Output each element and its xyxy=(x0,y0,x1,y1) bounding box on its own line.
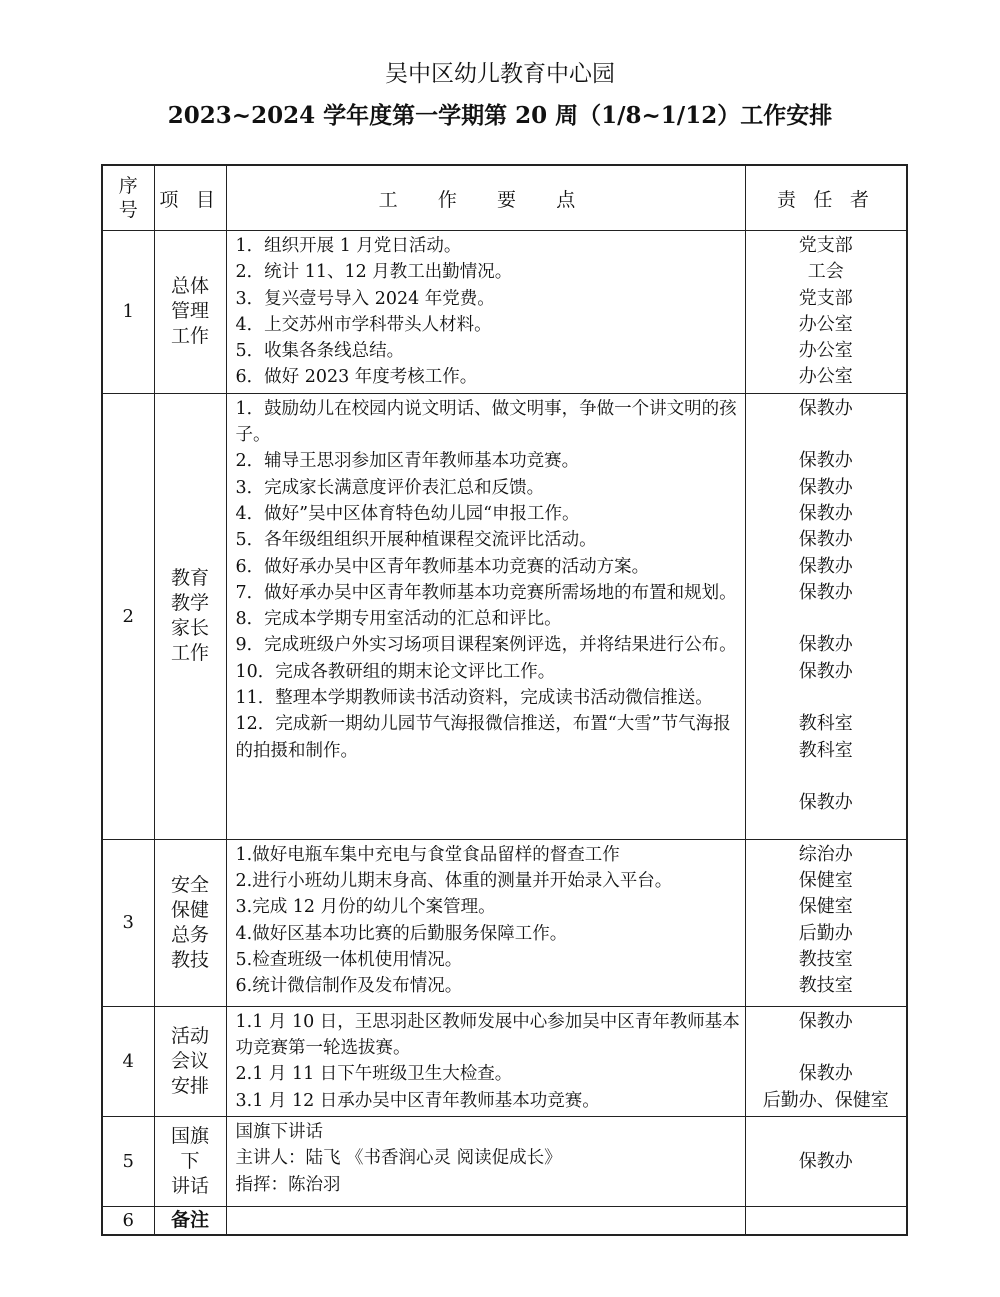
schedule-table xyxy=(101,164,908,1236)
row-points xyxy=(226,393,745,839)
owner-item: 保教办 xyxy=(798,792,853,814)
category-line: 教技 xyxy=(170,948,209,971)
point-item: 主讲人：陆飞 《书香润心灵 阅读促成长》 xyxy=(235,1148,562,1169)
row-seq: 5 xyxy=(102,1116,154,1206)
point-item: 1．鼓励幼儿在校园内说文明话、做文明事，争做一个讲文明的孩子。 xyxy=(235,398,737,446)
row-owners xyxy=(745,1206,907,1235)
point-item: 1．组织开展 1 月党日活动。 xyxy=(235,236,462,256)
owner-item: 保教办 xyxy=(798,581,853,603)
point-item: 3．复兴壹号导入 2024 年党费。 xyxy=(235,288,495,309)
owner-item: 教科室 xyxy=(798,739,853,761)
point-item: 2.进行小班幼儿期末身高、体重的测量并开始录入平台。 xyxy=(235,871,673,892)
row-owners xyxy=(745,1006,907,1116)
category-line: 教育 xyxy=(170,567,209,590)
owner-item: 保健室 xyxy=(798,896,853,918)
header-points: 工 作 要 点 xyxy=(226,165,745,231)
row-category xyxy=(154,1116,226,1206)
table-row xyxy=(102,1206,907,1235)
point-item: 12．完成新一期幼儿园节气海报微信推送，布置“大雪”节气海报的拍摄和制作。 xyxy=(235,714,731,761)
category-line: 备注 xyxy=(170,1209,209,1232)
point-item: 3.1 月 12 日承办吴中区青年教师基本功竞赛。 xyxy=(235,1090,600,1111)
point-item: 5．各年级组组织开展种植课程交流评比活动。 xyxy=(235,530,597,551)
owner-item: 保教办 xyxy=(798,476,853,498)
owner-item: 保教办 xyxy=(798,634,853,656)
point-item: 国旗下讲话 xyxy=(235,1121,323,1142)
owner-item: 办公室 xyxy=(798,340,853,362)
owner-item: 办公室 xyxy=(798,366,853,388)
category-line: 活动 xyxy=(170,1024,209,1047)
owner-item: 保健室 xyxy=(798,870,853,892)
point-item: 6.统计微信制作及发布情况。 xyxy=(235,976,463,997)
owner-item: 保教办 xyxy=(798,1063,853,1085)
header-owner: 责 任 者 xyxy=(745,165,907,231)
point-item: 2．统计 11、12 月教工出勤情况。 xyxy=(235,262,513,283)
owner-item: 教科室 xyxy=(798,713,853,735)
row-owners xyxy=(745,1116,907,1206)
header-seq-char-1: 序 xyxy=(118,175,138,197)
owner-item: 后勤办 xyxy=(798,922,853,944)
category-line: 下 xyxy=(180,1149,200,1172)
point-item: 3.完成 12 月份的幼儿个案管理。 xyxy=(235,897,496,918)
owner-item: 党支部 xyxy=(798,235,853,256)
category-line: 教学 xyxy=(170,592,209,615)
row-seq: 1 xyxy=(102,231,154,394)
point-item: 9．完成班级户外实习场项目课程案例评选，并将结果进行公布。 xyxy=(235,635,737,656)
owner-item: 保教办 xyxy=(798,1151,853,1173)
row-category xyxy=(154,1206,226,1235)
category-line: 工作 xyxy=(170,642,209,665)
row-category xyxy=(154,231,226,394)
point-item: 4.做好区基本功比赛的后勤服务保障工作。 xyxy=(235,923,568,944)
owner-item: 保教办 xyxy=(798,450,853,472)
owner-item: 教技室 xyxy=(798,948,853,970)
owner-item: 教技室 xyxy=(798,975,853,997)
category-line: 总体 xyxy=(170,275,209,298)
owner-item: 办公室 xyxy=(798,313,853,335)
category-line: 总务 xyxy=(170,923,209,946)
row-owners xyxy=(745,839,907,1006)
point-item: 3．完成家长满意度评价表汇总和反馈。 xyxy=(235,477,545,498)
owner-item: 工会 xyxy=(807,261,844,283)
point-item: 1.1 月 10 日，王思羽赴区教师发展中心参加吴中区青年教师基本功竞赛第一轮选拔赛。 xyxy=(235,1011,740,1059)
point-item: 5.检查班级一体机使用情况。 xyxy=(235,949,463,970)
row-seq: 6 xyxy=(102,1206,154,1235)
point-item: 2.1 月 11 日下午班级卫生大检查。 xyxy=(235,1064,513,1085)
category-line: 会议 xyxy=(170,1049,209,1072)
row-seq: 2 xyxy=(102,393,154,839)
point-item: 7．做好承办吴中区青年教师基本功竞赛所需场地的布置和规划。 xyxy=(235,582,737,603)
header-seq-char-2: 号 xyxy=(118,199,138,221)
table-header-row xyxy=(102,165,907,231)
point-item: 6．做好 2023 年度考核工作。 xyxy=(235,367,478,388)
category-line: 工作 xyxy=(170,325,209,348)
table-row xyxy=(102,1006,907,1116)
owner-item: 后勤办、保健室 xyxy=(762,1089,889,1111)
category-line: 家长 xyxy=(170,617,209,640)
row-seq: 3 xyxy=(102,839,154,1006)
row-owners xyxy=(745,393,907,839)
table-row xyxy=(102,839,907,1006)
table-row xyxy=(102,393,907,839)
row-points xyxy=(226,231,745,394)
point-item: 2．辅导王思羽参加区青年教师基本功竞赛。 xyxy=(235,451,580,472)
row-category xyxy=(154,1006,226,1116)
category-line: 安全 xyxy=(170,873,209,896)
owner-item: 保教办 xyxy=(798,397,853,419)
document-subtitle: 2023~2024 学年度第一学期第 20 周（1/8~1/12）工作安排 xyxy=(167,102,833,129)
row-category xyxy=(154,839,226,1006)
table-row xyxy=(102,231,907,394)
category-line: 国旗 xyxy=(170,1124,209,1147)
owner-spacer xyxy=(746,764,907,790)
row-points xyxy=(226,1006,745,1116)
point-item: 4．做好”吴中区体育特色幼儿园“申报工作。 xyxy=(235,503,580,524)
header-item: 项 目 xyxy=(154,165,226,231)
row-owners xyxy=(745,231,907,394)
owner-item: 保教办 xyxy=(798,502,853,524)
row-seq: 4 xyxy=(102,1006,154,1116)
owner-item: 保教办 xyxy=(798,660,853,682)
row-category xyxy=(154,393,226,839)
owner-item: 党支部 xyxy=(798,287,853,309)
row-points xyxy=(226,1206,745,1235)
category-line: 安排 xyxy=(170,1074,209,1097)
point-item: 10．完成各教研组的期末论文评比工作。 xyxy=(235,661,556,682)
row-points xyxy=(226,839,745,1006)
table-row xyxy=(102,1116,907,1206)
point-item: 11．整理本学期教师读书活动资料，完成读书活动微信推送。 xyxy=(235,688,713,709)
header-seq xyxy=(102,165,154,231)
point-item: 6．做好承办吴中区青年教师基本功竞赛的活动方案。 xyxy=(235,556,650,577)
owner-item: 综治办 xyxy=(798,843,853,865)
point-item: 5．收集各条线总结。 xyxy=(235,341,405,362)
category-line: 管理 xyxy=(170,300,209,323)
owner-item: 保教办 xyxy=(798,555,853,577)
point-item: 4．上交苏州市学科带头人材料。 xyxy=(235,314,492,335)
owner-item: 保教办 xyxy=(798,1010,853,1032)
point-item: 8．完成本学期专用室活动的汇总和评比。 xyxy=(235,609,562,630)
category-line: 讲话 xyxy=(170,1174,209,1197)
point-item: 指挥：陈治羽 xyxy=(235,1174,341,1195)
row-points xyxy=(226,1116,745,1206)
document-title: 吴中区幼儿教育中心园 xyxy=(385,61,615,87)
owner-item: 保教办 xyxy=(798,529,853,551)
category-line: 保健 xyxy=(170,898,209,921)
point-item: 1.做好电瓶车集中充电与食堂食品留样的督查工作 xyxy=(235,844,620,865)
